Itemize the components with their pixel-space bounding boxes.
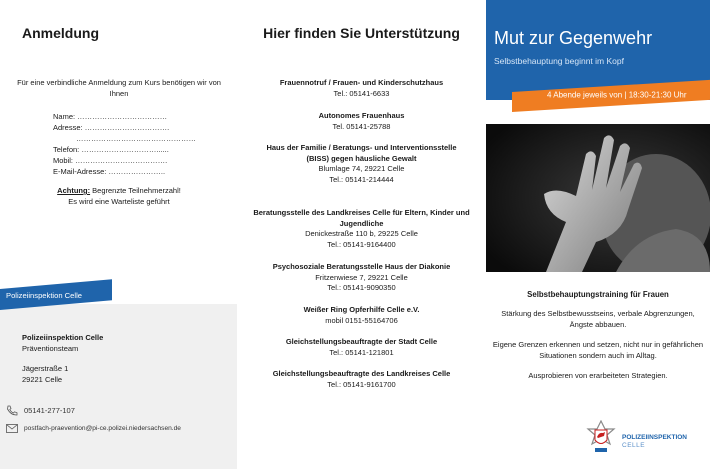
registration-panel — [0, 0, 237, 469]
field-email: E-Mail-Adresse: ………………….. — [53, 167, 166, 176]
org-line: Tel.: 05141-9164400 — [327, 239, 396, 249]
field-address-line2: ………………………………………… — [76, 134, 196, 143]
org-item — [237, 78, 486, 99]
field-phone: Telefon: …………………………...... — [53, 145, 169, 154]
org-name: Weißer Ring Opferhilfe Celle e.V. — [303, 305, 420, 314]
org-item — [237, 337, 486, 358]
org-line: Tel.: 05141-9090350 — [327, 283, 396, 292]
police-team: Präventionsteam — [22, 343, 79, 353]
org-name: Gleichstellungsbeauftragte des Landkreises Celle — [272, 369, 451, 378]
phone-number: 05141-277-107 — [24, 406, 75, 415]
registration-title: Anmeldung — [22, 25, 99, 41]
org-item — [237, 111, 486, 132]
logo-line1: POLIZEIINSPEKTION — [622, 434, 688, 441]
org-name: Autonomes Frauenhaus — [318, 111, 405, 120]
waitlist-note — [14, 185, 224, 207]
org-name: Gleichstellungsbeauftragte der Stadt Celle — [285, 337, 438, 346]
registration-intro: Für eine verbindliche Anmeldung zum Kurs benötigen wir von Ihnen — [17, 78, 221, 98]
police-name: Polizeiinspektion Celle — [22, 333, 104, 342]
raised-hand-photo — [486, 124, 710, 272]
course-paragraph: Stärkung des Selbstbewusstseins, verbale Abgrenzungen, Ängste abbauen. — [501, 309, 695, 329]
org-line: Tel.: 05141-9161700 — [327, 379, 396, 389]
field-name: Name: ……………………………… — [53, 112, 168, 121]
org-line: mobil 0151-55164706 — [325, 315, 398, 325]
course-paragraph: Eigene Grenzen erkennen und setzen, nicht nur in gefährlichen Situationen sondern auch im Alltag. — [492, 340, 704, 360]
course-paragraph: Ausprobieren von erarbeiteten Strategien. — [528, 371, 668, 380]
org-line: Tel. 05141-25788 — [332, 121, 391, 131]
org-line: Tel.: 05141-121801 — [329, 347, 394, 357]
logo-text — [622, 434, 687, 450]
mail-icon — [6, 423, 18, 434]
org-item — [237, 262, 486, 294]
org-name: Beratungsstelle des Landkreises Celle für Eltern, Kinder und Jugendliche — [253, 208, 470, 228]
note-label: Achtung: — [57, 186, 91, 195]
police-city: 29221 Celle — [22, 374, 63, 384]
org-item — [251, 208, 472, 250]
support-title: Hier finden Sie Unterstützung — [263, 25, 460, 41]
contact-box — [0, 304, 237, 469]
note-line2: Es wird eine Warteliste geführt — [68, 197, 170, 206]
cover-title: Mut zur Gegenwehr — [494, 28, 653, 48]
org-line: Blumlage 74, 29221 Celle — [318, 164, 405, 173]
police-banner: Polizeiinspektion Celle — [0, 279, 112, 310]
phone-row — [6, 405, 75, 416]
org-item — [237, 305, 486, 326]
email-row — [6, 423, 181, 434]
org-line: Tel.: 05141-214444 — [329, 174, 394, 184]
cover-subtitle: Selbstbehauptung beginnt im Kopf — [494, 56, 624, 66]
note-text: Begrenzte Teilnehmerzahl! — [90, 186, 181, 195]
org-line: Tel.: 05141-6633 — [333, 88, 390, 98]
police-star-logo — [586, 420, 616, 456]
support-panel — [237, 0, 486, 469]
course-title: Selbstbehauptungstraining für Frauen — [527, 290, 669, 299]
org-name: Haus der Familie / Beratungs- und Interventionsstelle (BISS) gegen häusliche Gewalt — [266, 143, 457, 163]
field-address: Adresse: ……………………………. — [53, 123, 170, 132]
schedule-banner: 4 Abende jeweils von | 18:30-21:30 Uhr — [512, 79, 710, 112]
org-name: Frauennotruf / Frauen- und Kinderschutzhaus — [279, 78, 444, 87]
org-name: Psychosoziale Beratungsstelle Haus der Diakonie — [272, 262, 451, 271]
email-address: postfach-praevention@pi-ce.polizei.niedersachsen.de — [24, 425, 181, 432]
org-item — [265, 143, 458, 185]
field-mobile: Mobil: ………………………………. — [53, 156, 168, 165]
police-street: Jägerstraße 1 — [22, 364, 69, 373]
phone-icon — [6, 405, 18, 416]
org-item — [237, 369, 486, 390]
cover-panel — [486, 0, 710, 469]
logo-line2: CELLE — [622, 442, 646, 449]
police-address — [22, 333, 103, 385]
org-line: Denickestraße 110 b, 29225 Celle — [305, 229, 418, 238]
org-line: Fritzenwiese 7, 29221 Celle — [315, 272, 408, 282]
